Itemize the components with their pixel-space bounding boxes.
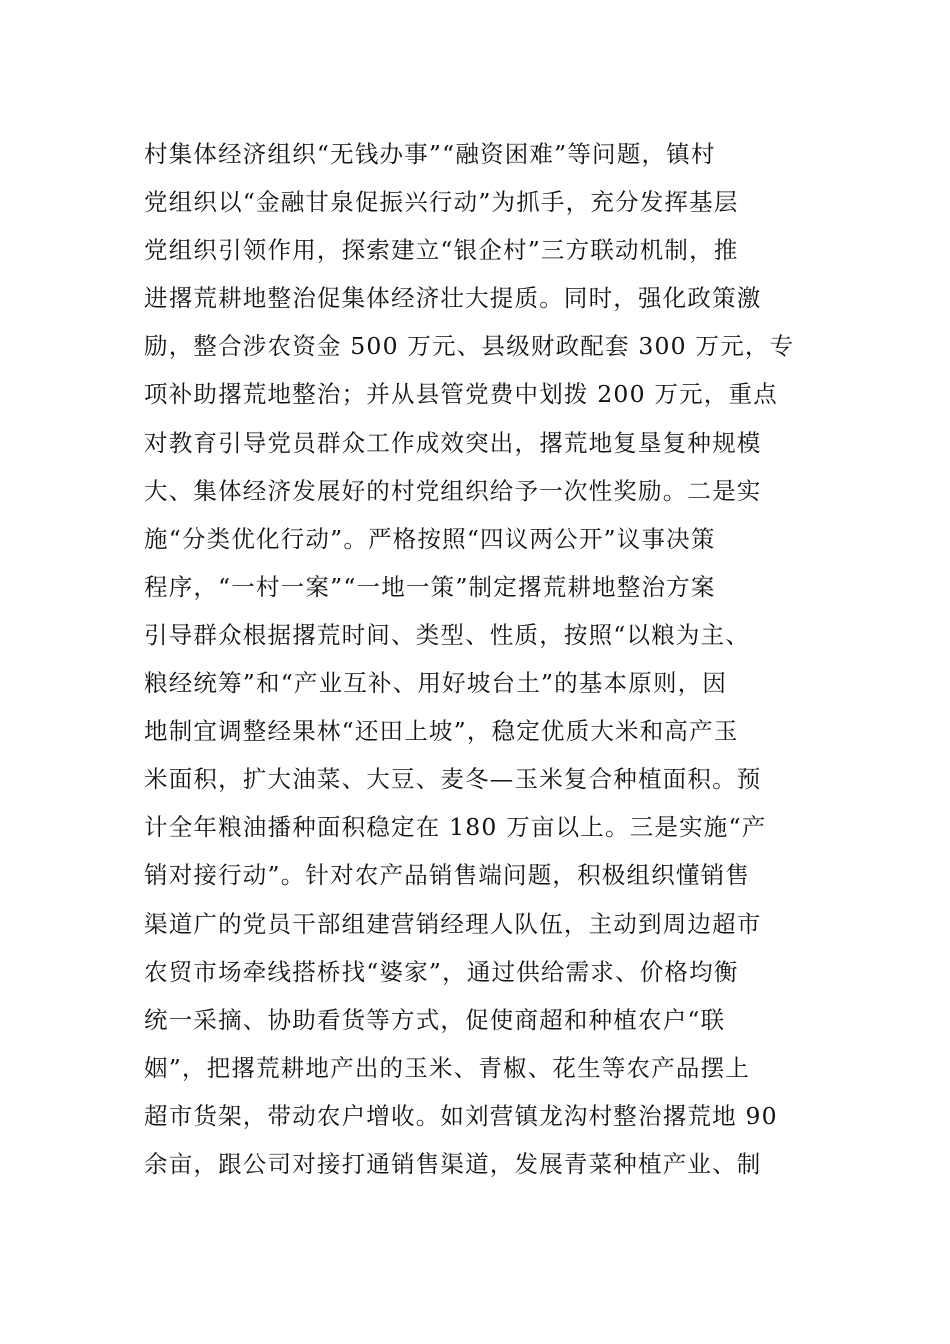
text-line: 村集体经济组织“无钱办事”“融资困难”等问题，镇村 bbox=[144, 140, 716, 168]
text-line: 渠道广的党员干部组建营销经理人队伍，主动到周边超市 bbox=[144, 909, 762, 938]
text-line: 余亩，跟公司对接打通销售渠道，发展青菜种植产业、制 bbox=[144, 1149, 762, 1178]
text-line: 大、集体经济发展好的村党组织给予一次性奖励。二是实 bbox=[144, 476, 762, 505]
body-paragraph bbox=[144, 130, 810, 1188]
text-line: 施“分类优化行动”。严格按照“四议两公开”议事决策 bbox=[144, 524, 716, 553]
text-line: 地制宜调整经果林“还田上坡”，稳定优质大米和高产玉 bbox=[144, 717, 739, 746]
text-line: 程序，“一村一案”“一地一策”制定撂荒耕地整治方案 bbox=[144, 572, 716, 601]
text-line: 超市货架，带动农户增收。如刘营镇龙沟村整治撂荒地 90 bbox=[144, 1101, 778, 1130]
text-line: 销对接行动”。针对农产品销售端问题，积极组织懂销售 bbox=[144, 861, 751, 890]
text-line: 计全年粮油播种面积稳定在 180 万亩以上。三是实施“产 bbox=[144, 813, 767, 842]
text-line: 励，整合涉农资金 500 万元、县级财政配套 300 万元，专 bbox=[144, 332, 795, 361]
text-line: 党组织引领作用，探索建立“银企村”三方联动机制，推 bbox=[144, 236, 739, 265]
text-line: 项补助撂荒地整治；并从县管党费中划拨 200 万元，重点 bbox=[144, 380, 778, 409]
text-line: 粮经统筹”和“产业互补、用好坡台土”的基本原则，因 bbox=[144, 669, 728, 698]
text-line: 统一采摘、协助看货等方式，促使商超和种植农户“联 bbox=[144, 1005, 726, 1034]
text-line: 姻”，把撂荒耕地产出的玉米、青椒、花生等农产品摆上 bbox=[144, 1053, 751, 1082]
text-line: 米面积，扩大油菜、大豆、麦冬—玉米复合种植面积。预 bbox=[144, 765, 762, 794]
text-line: 对教育引导党员群众工作成效突出，撂荒地复垦复种规模 bbox=[144, 428, 762, 457]
text-line: 党组织以“金融甘泉促振兴行动”为抓手，充分发挥基层 bbox=[144, 188, 739, 217]
text-line: 进撂荒耕地整治促集体经济壮大提质。同时，强化政策激 bbox=[144, 284, 762, 313]
text-line: 农贸市场牵线搭桥找“婆家”，通过供给需求、价格均衡 bbox=[144, 957, 739, 986]
text-line: 引导群众根据撂荒时间、类型、性质，按照“以粮为主、 bbox=[144, 620, 751, 649]
